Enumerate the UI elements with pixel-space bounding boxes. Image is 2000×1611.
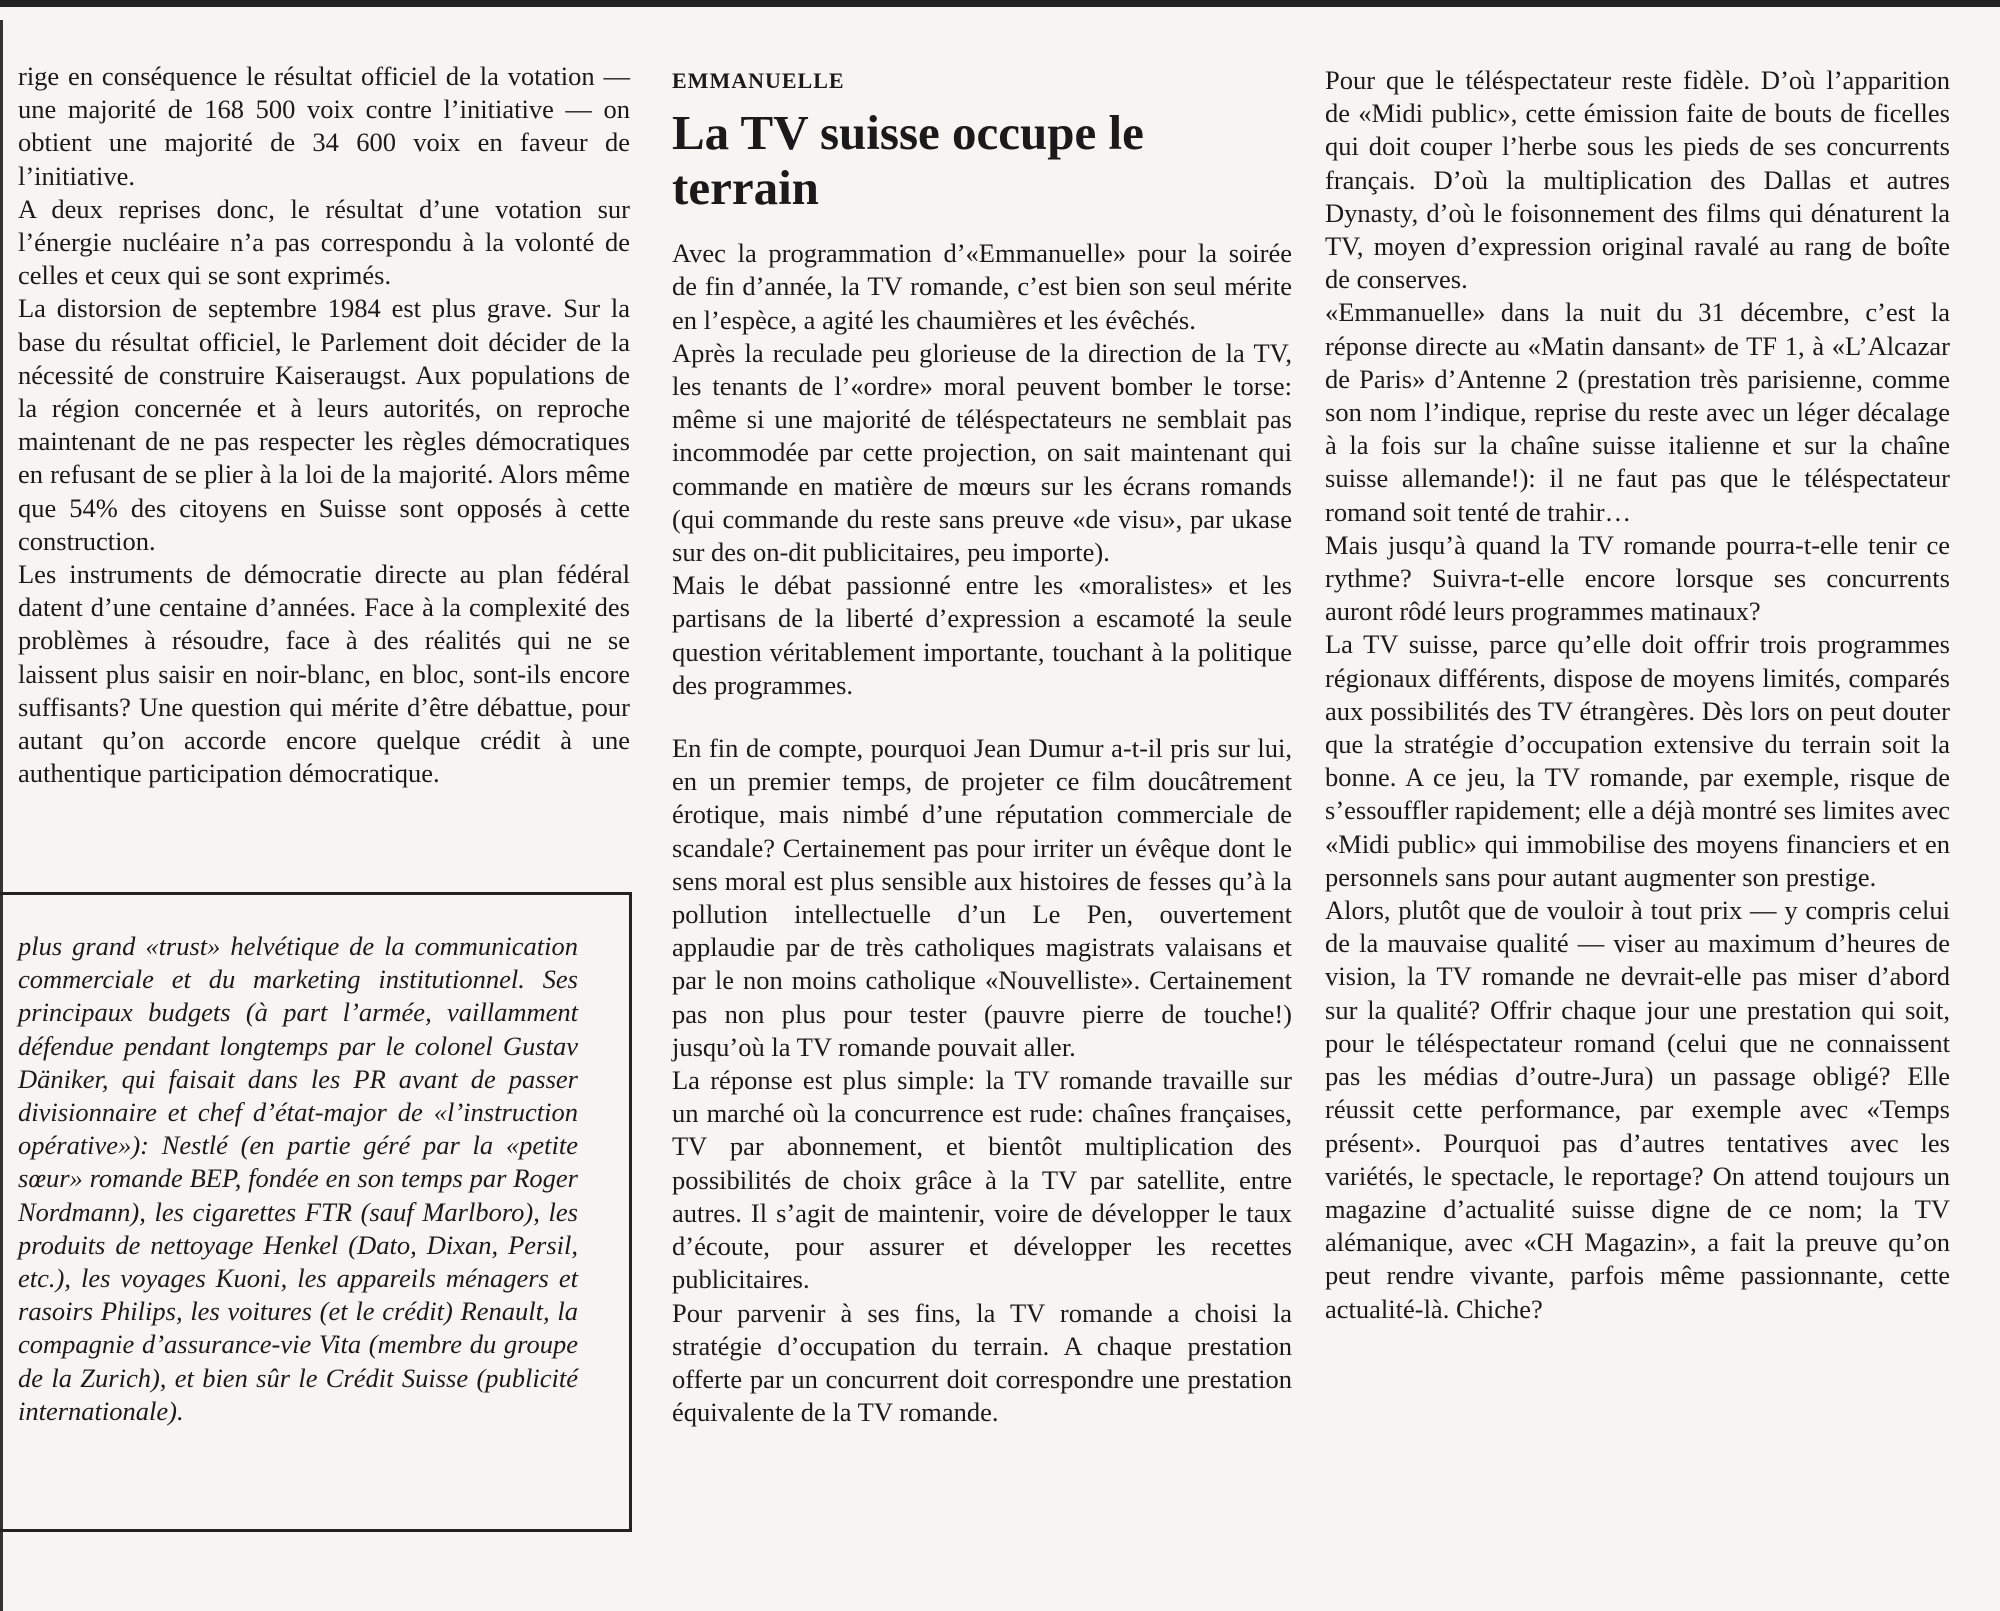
- column-left: [18, 60, 630, 790]
- section-gap: [672, 702, 1292, 732]
- paragraph: Mais jusqu’à quand la TV romande pourra-t-elle tenir ce rythme? Suivra-t-elle encore lorsque ses concurrents auront rôdé leurs programmes matinaux?: [1325, 529, 1950, 627]
- paragraph: En fin de compte, pourquoi Jean Dumur a-t-il pris sur lui, en un premier temps, de projeter ce film doucâtrement érotique, mais nimbé d’une réputation commerciale de scandale? Certainement pas pour irriter un évêque dont le sens moral est plus sensible aux histoires de fesses qu’à la pollution intellectuelle d’un Le Pen, ouvertement applaudie par de très catholiques magistrats valaisans et par le non moins catholique «Nouvelliste». Certainement pas non plus pour tester (pauvre pierre de touche!) jusqu’où la TV romande pouvait aller.: [672, 733, 1292, 1062]
- paragraph: Avec la programmation d’«Emmanuelle» pour la soirée de fin d’année, la TV romande, c’est bien son seul mérite en l’espèce, a agité les chaumières et les évêchés.: [672, 238, 1292, 335]
- column-right: [1325, 64, 1950, 1326]
- column-middle: [672, 64, 1292, 1429]
- paragraph: Pour que le téléspectateur reste fidèle. D’où l’apparition de «Midi public», cette émission faite de bouts de ficelles qui doit couper l’herbe sous les pieds de ses concurrents français. D’où la multiplication des Dallas et autres Dynasty, d’où le foisonnement des films qui dénaturent la TV, moyen d’expression original ravalé au rang de boîte de conserves.: [1325, 65, 1950, 295]
- paragraph: La distorsion de septembre 1984 est plus grave. Sur la base du résultat officiel, le Parlement doit décider de la nécessité de construire Kaiseraugst. Aux populations de la région concernée et à leurs autorités, on reproche maintenant de ne pas respecter les règles démocratiques en refusant de se plier à la loi de la majorité. Alors même que 54% des citoyens en Suisse sont opposés à cette construction.: [18, 293, 630, 556]
- top-rule: [0, 0, 2000, 7]
- paragraph: Alors, plutôt que de vouloir à tout prix — y compris celui de la mauvaise qualité — viser au maximum d’heures de vision, la TV romande ne devrait-elle pas miser d’abord sur la qualité? Offrir chaque jour une prestation qui soit, pour le téléspectateur romand (celui que ne connaissent pas les médias d’outre-Jura) un passage obligé? Elle réussit cette performance, par exemple avec «Temps présent». Pourquoi pas d’autres tentatives avec les variétés, le spectacle, le reportage? On attend toujours un magazine d’actualité suisse digne de ce nom; la TV alémanique, avec «CH Magazin», a fait la preuve qu’on peut rendre vivante, parfois même passionnante, cette actualité-là. Chiche?: [1325, 895, 1950, 1324]
- sidebar-box-text: plus grand «trust» helvétique de la communication commerciale et du marketing institutionnel. Ses principaux budgets (à part l’armée, vaillamment défendue pendant longtemps par le colonel Gustav Däniker, qui faisait dans les PR avant de passer divisionnaire et chef d’état-major de «l’instruction opérative»): Nestlé (en partie géré par la «petite sœur» romande BEP, fondée en son temps par Roger Nordmann), les cigarettes FTR (sauf Marlboro), les produits de nettoyage Henkel (Dato, Dixan, Persil, etc.), les voyages Kuoni, les appareils ménagers et rasoirs Philips, les voitures (et le crédit) Renault, la compagnie d’assurance-vie Vita (membre du groupe de la Zurich), et bien sûr le Crédit Suisse (publicité internationale).: [18, 931, 578, 1426]
- paragraph: A deux reprises donc, le résultat d’une votation sur l’énergie nucléaire n’a pas correspondu à la volonté de celles et ceux qui se sont exprimés.: [18, 193, 630, 291]
- article-kicker: EMMANUELLE: [672, 68, 845, 93]
- paragraph: Les instruments de démocratie directe au plan fédéral datent d’une centaine d’années. Face à la complexité des problèmes à résoudre, face à des réalités qui ne se laissent plus saisir en noir-blanc, en bloc, sont-ils encore suffisants? Une question qui mérite d’être débattue, pour autant qu’on accorde encore quelque crédit à une authentique participation démocratique.: [18, 559, 630, 789]
- sidebar-box: [18, 930, 578, 1428]
- paragraph: La TV suisse, parce qu’elle doit offrir trois programmes régionaux différents, dispose de moyens limités, comparés aux possibilités des TV étrangères. Dès lors on peut douter que la stratégie d’occupation extensive du terrain soit la bonne. A ce jeu, la TV romande, par exemple, risque de s’essouffler rapidement; elle a déjà montré ses limites avec «Midi public» qui immobilise des moyens financiers et en personnels sans pour autant augmenter son prestige.: [1325, 629, 1950, 892]
- article-headline: La TV suisse occupe le terrain: [672, 105, 1144, 216]
- paragraph: Après la reculade peu glorieuse de la direction de la TV, les tenants de l’«ordre» moral peuvent bomber le torse: même si une majorité de téléspectateurs ne semblait pas incommodée par cette projection, on sait maintenant qui commande en matière de mœurs sur les écrans romands (qui commande du reste sans preuve «de visu», par ukase sur des on-dit publicitaires, peu importe).: [672, 337, 1292, 568]
- paragraph: La réponse est plus simple: la TV romande travaille sur un marché où la concurrence est rude: chaînes françaises, TV par abonnement, et bientôt multiplication des possibilités de choix grâce à la TV par satellite, entre autres. Il s’agit de maintenir, voire de développer le taux d’écoute, pour assurer et développer les recettes publicitaires.: [672, 1065, 1292, 1295]
- paragraph: Pour parvenir à ses fins, la TV romande a choisi la stratégie d’occupation du terrain. A chaque prestation offerte par un concurrent doit correspondre une prestation équivalente de la TV romande.: [672, 1297, 1292, 1428]
- paragraph: Mais le débat passionné entre les «moralistes» et les partisans de la liberté d’expression a escamoté la seule question véritablement importante, touchant à la politique des programmes.: [672, 570, 1292, 700]
- paragraph: rige en conséquence le résultat officiel de la votation — une majorité de 168 500 voix contre l’initiative — on obtient une majorité de 34 600 voix en faveur de l’initiative.: [18, 61, 630, 191]
- paragraph: «Emmanuelle» dans la nuit du 31 décembre, c’est la réponse directe au «Matin dansant» de TF 1, à «L’Alcazar de Paris» d’Antenne 2 (prestation très parisienne, comme son nom l’indique, reprise du reste avec un léger décalage à la fois sur la chaîne suisse italienne et sur la chaîne suisse allemande!): il ne faut pas que le téléspectateur romand soit tenté de trahir…: [1325, 297, 1950, 527]
